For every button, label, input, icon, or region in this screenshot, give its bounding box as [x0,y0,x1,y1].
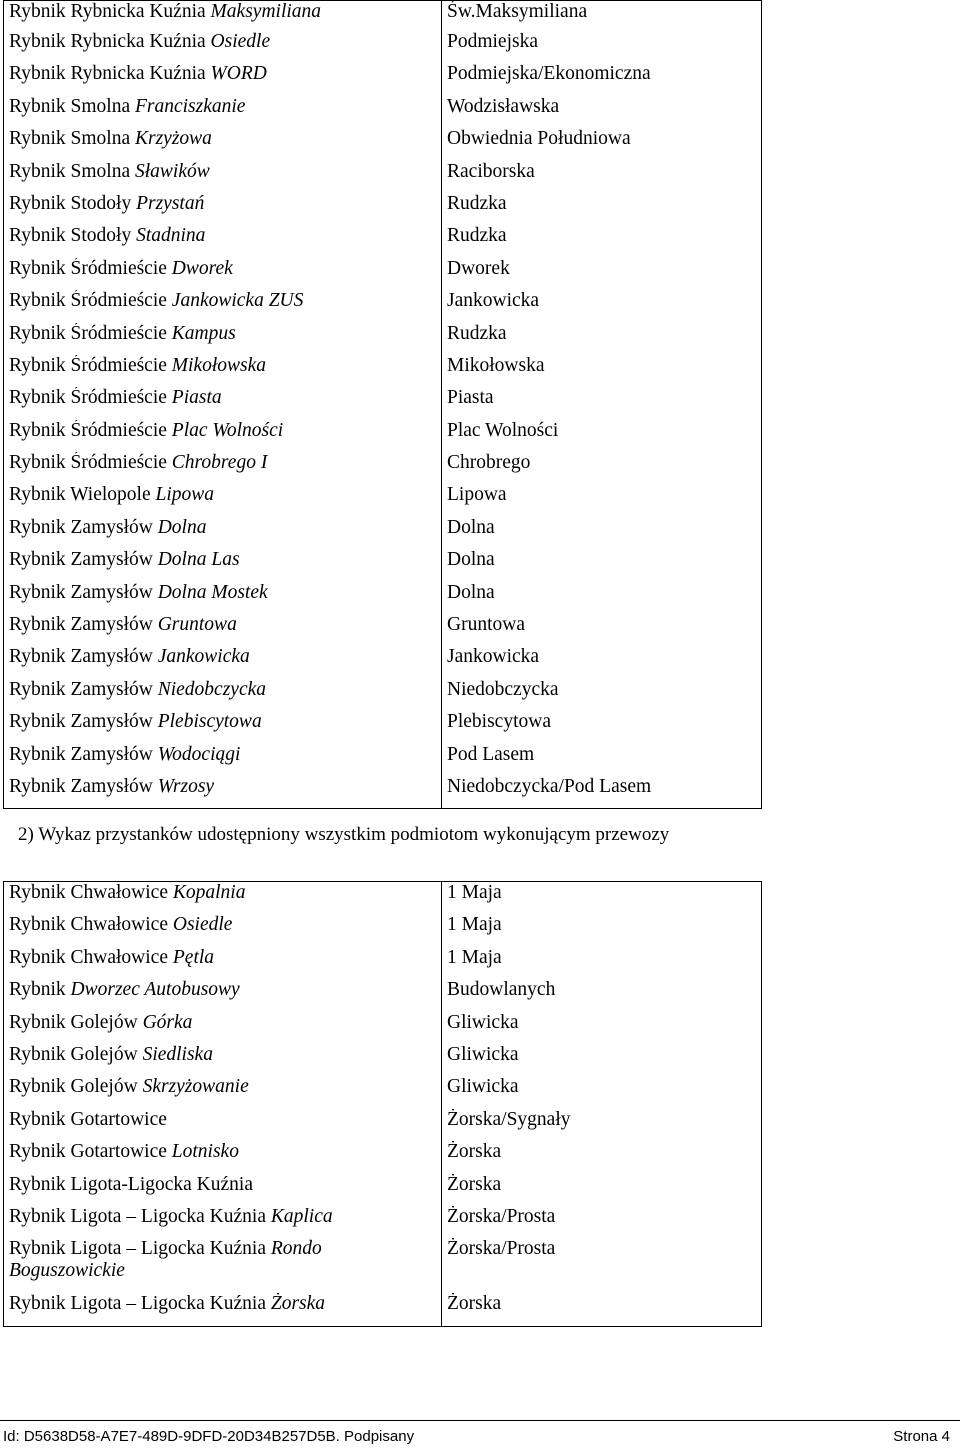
table-row [4,290,762,322]
stop-place: Wodociągi [157,743,241,765]
stop-name [4,1238,442,1293]
stop-place: Franciszkanie [134,95,246,117]
stop-name [4,31,442,63]
stop-locality: Rybnik Śródmieście [9,387,172,409]
table-row [4,420,762,452]
stop-street: Żorska/Prosta [442,1206,762,1238]
stop-name [4,193,442,225]
table-row [4,1238,762,1293]
stop-place: Dolna Las [157,549,240,571]
stop-name [4,1174,442,1206]
stop-street: Żorska [442,1293,762,1326]
stop-street: Niedobczycka/Pod Lasem [442,776,762,809]
table-row [4,484,762,516]
stop-name [4,1141,442,1173]
table-row [4,979,762,1011]
stop-street: Gliwicka [442,1044,762,1076]
stop-place: Kaplica [270,1205,333,1227]
stop-street: Żorska [442,1141,762,1173]
stop-street: Rudzka [442,193,762,225]
stop-name [4,1206,442,1238]
stop-locality: Rybnik Zamysłów [9,581,158,603]
stop-street: 1 Maja [442,914,762,946]
stop-street: Niedobczycka [442,679,762,711]
stop-street: Gliwicka [442,1012,762,1044]
stop-name [4,452,442,484]
stop-place: Dolna [157,516,207,538]
stop-street: Żorska/Sygnały [442,1109,762,1141]
stop-place: Jankowicka [157,646,250,668]
stop-name [4,517,442,549]
stop-street: Gliwicka [442,1076,762,1108]
stop-locality: Rybnik Śródmieście [9,354,172,376]
stop-name [4,1109,442,1141]
stop-street: Plac Wolności [442,420,762,452]
table-row [4,193,762,225]
stop-street: Plebiscytowa [442,711,762,743]
stop-place: Pętla [172,946,215,968]
stop-street: Obwiednia Południowa [442,128,762,160]
stop-locality: Rybnik Śródmieście [9,452,172,474]
stop-name [4,1,442,32]
stop-place: Lotnisko [171,1141,239,1163]
stop-locality: Rybnik Zamysłów [9,775,158,797]
stop-place: Kopalnia [172,882,246,903]
stop-street: Chrobrego [442,452,762,484]
stops-table-2 [3,881,762,1327]
stop-name [4,1012,442,1044]
stop-street: 1 Maja [442,947,762,979]
stop-locality: Rybnik Smolna [9,128,135,150]
footer-divider [0,1420,960,1421]
table-row [4,1012,762,1044]
stop-name [4,161,442,193]
stop-name [4,679,442,711]
table-row [4,1293,762,1326]
table-row [4,1076,762,1108]
table-row [4,1141,762,1173]
stop-name [4,776,442,809]
stop-name [4,1044,442,1076]
stop-locality: Rybnik Śródmieście [9,290,172,312]
table-row [4,225,762,257]
stop-place: Dworzec Autobusowy [70,979,240,1001]
stop-name [4,484,442,516]
stop-locality: Rybnik Chwałowice [9,882,173,903]
table-row [4,646,762,678]
stop-place: Rondo [270,1238,322,1260]
table-row [4,1206,762,1238]
stop-name [4,225,442,257]
stop-locality: Rybnik Zamysłów [9,743,158,765]
stop-name [4,96,442,128]
page-number: Strona 4 [893,1428,950,1445]
table-row [4,711,762,743]
stop-locality: Rybnik Golejów [9,1043,143,1065]
stop-locality: Rybnik Ligota – Ligocka Kuźnia [9,1205,271,1227]
stop-street: Pod Lasem [442,744,762,776]
table-row [4,355,762,387]
stop-place: Krzyżowa [134,128,212,150]
stop-place: Żorska [270,1293,326,1315]
stop-locality: Rybnik Zamysłów [9,646,158,668]
stop-name [4,258,442,290]
stop-name [4,582,442,614]
stop-place: Plebiscytowa [157,711,262,733]
stop-place: Skrzyżowanie [142,1076,249,1098]
stop-name [4,355,442,387]
stop-locality: Rybnik Gotartowice [9,1141,172,1163]
stop-name [4,387,442,419]
stop-name [4,128,442,160]
stop-name [4,63,442,95]
stop-locality: Rybnik Ligota – Ligocka Kuźnia [9,1238,271,1260]
stop-place: Piasta [171,387,222,409]
stop-place: Przystań [136,192,205,214]
stop-place: Chrobrego I [171,452,268,474]
stop-name [4,646,442,678]
table-row [4,517,762,549]
stop-place: Mikołowska [171,354,267,376]
stop-locality: Rybnik Golejów [9,1076,143,1098]
stop-name [4,711,442,743]
table-row [4,63,762,95]
stop-name [4,290,442,322]
stop-locality: Rybnik Śródmieście [9,257,172,279]
stop-locality: Rybnik Zamysłów [9,711,158,733]
table-row [4,96,762,128]
table-row [4,582,762,614]
stop-locality: Rybnik Zamysłów [9,614,158,636]
stop-place: Siedliska [142,1043,213,1065]
stop-place: Maksymiliana [210,1,322,22]
stop-place: Lipowa [155,484,215,506]
table-row [4,387,762,419]
stop-locality: Rybnik Smolna [9,95,135,117]
stop-street: Św.Maksymiliana [442,1,762,32]
stop-street: Raciborska [442,161,762,193]
stop-locality: Rybnik Śródmieście [9,419,172,441]
table-row [4,161,762,193]
stop-street: Żorska [442,1174,762,1206]
table-row [4,947,762,979]
stop-street: Mikołowska [442,355,762,387]
stop-name [4,323,442,355]
stop-place: Dolna Mostek [157,581,268,603]
stop-locality: Rybnik Rybnicka Kuźnia [9,31,211,52]
stop-name [4,549,442,581]
table-row [4,1,762,32]
stop-street: Piasta [442,387,762,419]
stop-name [4,744,442,776]
stop-locality: Rybnik Stodoły [9,225,137,247]
stop-locality: Rybnik Chwałowice [9,946,173,968]
stop-place: Niedobczycka [157,678,267,700]
stop-place: Górka [142,1011,193,1033]
stop-name [4,420,442,452]
stop-street: 1 Maja [442,882,762,915]
stop-locality: Rybnik Chwałowice [9,914,173,936]
table-row [4,323,762,355]
stop-locality: Rybnik Zamysłów [9,549,158,571]
stop-place: Plac Wolności [171,419,284,441]
table-row [4,679,762,711]
stop-locality: Rybnik [9,979,71,1001]
stop-locality: Rybnik Golejów [9,1011,143,1033]
stop-name [4,979,442,1011]
stop-place: Kampus [171,322,236,344]
stop-street: Dolna [442,549,762,581]
stop-name [4,914,442,946]
stop-place: Sławików [134,160,210,182]
table-row [4,614,762,646]
table-row [4,549,762,581]
stop-place: Wrzosy [157,775,215,797]
stop-locality: Rybnik Zamysłów [9,516,158,538]
table-row [4,1109,762,1141]
stop-street: Budowlanych [442,979,762,1011]
stop-locality: Rybnik Rybnicka Kuźnia [9,63,211,85]
stop-street: Jankowicka [442,290,762,322]
stop-street: Podmiejska [442,31,762,63]
stop-street: Lipowa [442,484,762,516]
stop-street: Jankowicka [442,646,762,678]
stop-street: Dolna [442,582,762,614]
table-row [4,258,762,290]
stop-name [4,1293,442,1326]
stop-locality: Rybnik Wielopole [9,484,156,506]
section-heading: 2) Wykaz przystanków udostępniony wszystkim podmiotom wykonującym przewozy [18,824,670,845]
stop-place: Stadnina [136,225,206,247]
stop-name [4,1076,442,1108]
table-row [4,31,762,63]
table-row [4,1044,762,1076]
stop-place: Osiedle [210,31,271,52]
stop-locality: Rybnik Stodoły [9,192,137,214]
stop-locality: Rybnik Rybnicka Kuźnia [9,1,211,22]
table-row [4,776,762,809]
table-row [4,452,762,484]
stop-locality: Rybnik Ligota – Ligocka Kuźnia [9,1293,271,1315]
table-row [4,882,762,915]
stop-street: Dolna [442,517,762,549]
stop-street: Żorska/Prosta [442,1238,762,1293]
stop-street: Gruntowa [442,614,762,646]
document-id: Id: D5638D58-A7E7-489D-9DFD-20D34B257D5B. Podpisany [3,1428,415,1445]
stop-locality: Rybnik Ligota-Ligocka Kuźnia [9,1173,253,1195]
stop-street: Dworek [442,258,762,290]
stop-locality: Rybnik Smolna [9,160,135,182]
stop-name [4,614,442,646]
stop-street: Wodzisławska [442,96,762,128]
table-row [4,128,762,160]
stop-street: Rudzka [442,225,762,257]
stop-place: Osiedle [172,914,233,936]
stop-street: Podmiejska/Ekonomiczna [442,63,762,95]
stop-locality: Rybnik Śródmieście [9,322,172,344]
stop-street: Rudzka [442,323,762,355]
stop-locality: Rybnik Zamysłów [9,678,158,700]
stop-locality: Rybnik Gotartowice [9,1108,167,1130]
table-row [4,744,762,776]
stop-place-continued: Boguszowickie [9,1260,125,1282]
stop-place: WORD [210,63,267,85]
stop-place: Jankowicka ZUS [171,290,304,312]
stop-name [4,882,442,915]
table-row [4,1174,762,1206]
stop-place: Dworek [171,257,233,279]
stops-table-1 [3,0,762,809]
table-row [4,914,762,946]
stop-place: Gruntowa [157,614,237,636]
stop-name [4,947,442,979]
